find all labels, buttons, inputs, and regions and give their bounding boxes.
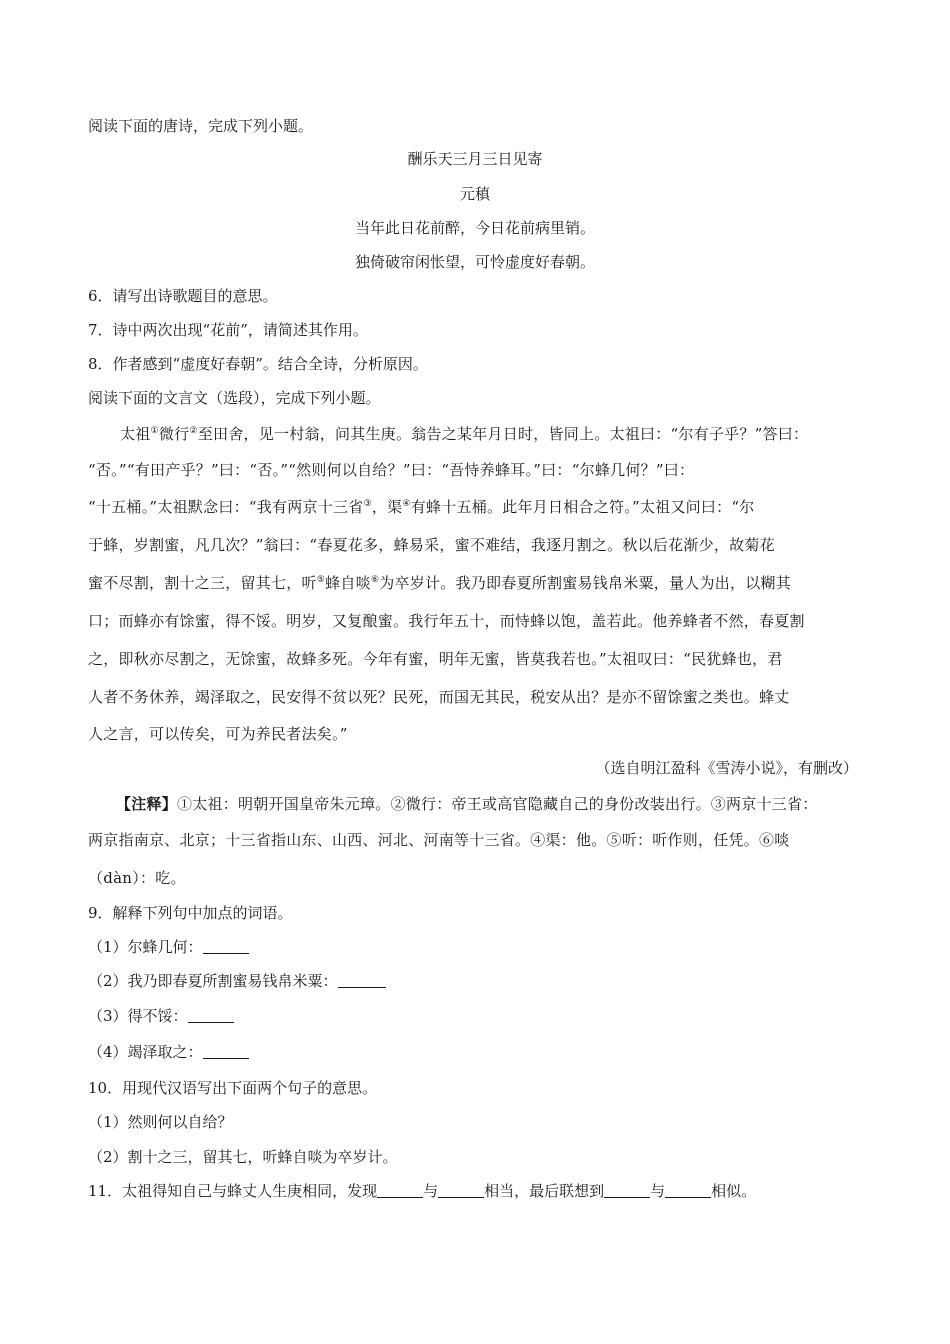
prose-intro: 阅读下面的文言文（选段），完成下列小题。 (88, 389, 381, 407)
answer-blank[interactable] (377, 1182, 423, 1198)
note-mark: ⑥ (370, 575, 380, 585)
answer-blank[interactable] (203, 1043, 249, 1059)
passage-line-1: 太祖①微行②至田舍，见一村翁，问其生庚。翁告之某年月日时，皆同上。太祖曰：“尔有子乎？”答曰： (120, 425, 809, 443)
poem-author: 元稹 (459, 185, 490, 203)
answer-blank[interactable] (604, 1182, 650, 1198)
poem-line-2: 独倚破帘闲怅望，可怜虚度好春朝。 (354, 253, 595, 271)
poem-title: 酬乐天三月三日见寄 (407, 150, 543, 168)
poem-intro: 阅读下面的唐诗，完成下列小题。 (88, 117, 314, 135)
question-9-item-2: （2）我乃即春夏所割蜜易钱帛米粟： (88, 971, 386, 991)
passage-line-4: 于蜂，岁割蜜，凡几次？”翁曰：“春夏花多，蜂易采，蜜不难结，我逐月割之。秋以后花渐少，故菊花 (88, 536, 775, 554)
question-9: 9．解释下列句中加点的词语。 (88, 904, 293, 922)
notes-line-2: 两京指南京、北京；十三省指山东、山西、河北、河南等十三省。④渠：他。⑤听：听作则，任凭。⑥啖 (88, 831, 790, 849)
question-10: 10．用现代汉语写出下面两个句子的意思。 (88, 1079, 378, 1097)
passage-source: （选自明江盈科《雪涛小说》，有删改） (595, 759, 858, 777)
passage-line-6: 口；而蜂亦有馀蜜，得不馁。明岁，又复酿蜜。我行年五十，而恃蜂以饱，盖若此。他养蜂者不然，春夏割 (88, 612, 805, 630)
question-9-item-1: （1）尔蜂几何： (88, 937, 249, 957)
note-mark: ③ (363, 499, 372, 509)
passage-line-2: “否。”“有田产乎？”曰：“否。”“然则何以自给？”曰：“吾恃养蜂耳。”曰：“尔蜂几何？”曰： (88, 461, 695, 479)
answer-blank[interactable] (665, 1182, 711, 1198)
passage-line-5: 蜜不尽割，割十之三，留其七，听⑤蜂自啖⑥为卒岁计。我乃即春夏所割蜜易钱帛米粟，量人为出，以糊其 (88, 574, 791, 592)
answer-blank[interactable] (188, 1007, 234, 1023)
answer-blank[interactable] (338, 972, 386, 988)
passage-line-3: “十五桶。”太祖默念曰：“我有两京十三省③，渠④有蜂十五桶。此年月日相合之符。”太祖又问曰：“尔 (88, 498, 755, 516)
question-7: 7．诗中两次出现“花前”，请简述其作用。 (88, 321, 368, 339)
question-9-item-3: （3）得不馁： (88, 1006, 234, 1026)
notes-label: 【注释】 (116, 795, 178, 813)
question-10-item-2: （2）割十之三，留其七，听蜂自啖为卒岁计。 (88, 1148, 398, 1166)
question-8: 8．作者感到“虚度好春朝”。结合全诗，分析原因。 (88, 355, 428, 373)
answer-blank[interactable] (438, 1182, 484, 1198)
note-mark: ⑤ (316, 575, 326, 585)
question-10-item-1: （1）然则何以自给？ (88, 1113, 233, 1131)
passage-line-8: 人者不务休养，竭泽取之，民安得不贫以死？民死，而国无其民，税安从出？是亦不留馀蜜之类也。蜂丈 (88, 688, 790, 706)
passage-line-7: 之，即秋亦尽割之，无馀蜜，故蜂多死。今年有蜜，明年无蜜，皆莫我若也。”太祖叹曰：“民犹蜂也，君 (88, 650, 783, 668)
note-mark: ② (189, 426, 198, 436)
notes-line-3: （dàn）：吃。 (88, 869, 186, 887)
question-9-item-4: （4）竭泽取之： (88, 1042, 249, 1062)
note-mark: ④ (402, 499, 411, 509)
note-mark: ① (150, 426, 159, 436)
answer-blank[interactable] (203, 938, 249, 954)
poem-line-1: 当年此日花前醉，今日花前病里销。 (354, 219, 595, 237)
question-11: 11．太祖得知自己与蜂丈人生庚相同，发现 与 相当，最后联想到 与 相似。 (88, 1182, 757, 1200)
question-6: 6．请写出诗歌题目的意思。 (88, 287, 278, 305)
passage-line-9: 人之言，可以传矣，可为养民者法矣。” (88, 725, 348, 743)
notes-line-1: 【注释】①太祖：明朝开国皇帝朱元璋。②微行：帝王或高官隐藏自己的身份改装出行。③两京十三省： (116, 795, 818, 813)
